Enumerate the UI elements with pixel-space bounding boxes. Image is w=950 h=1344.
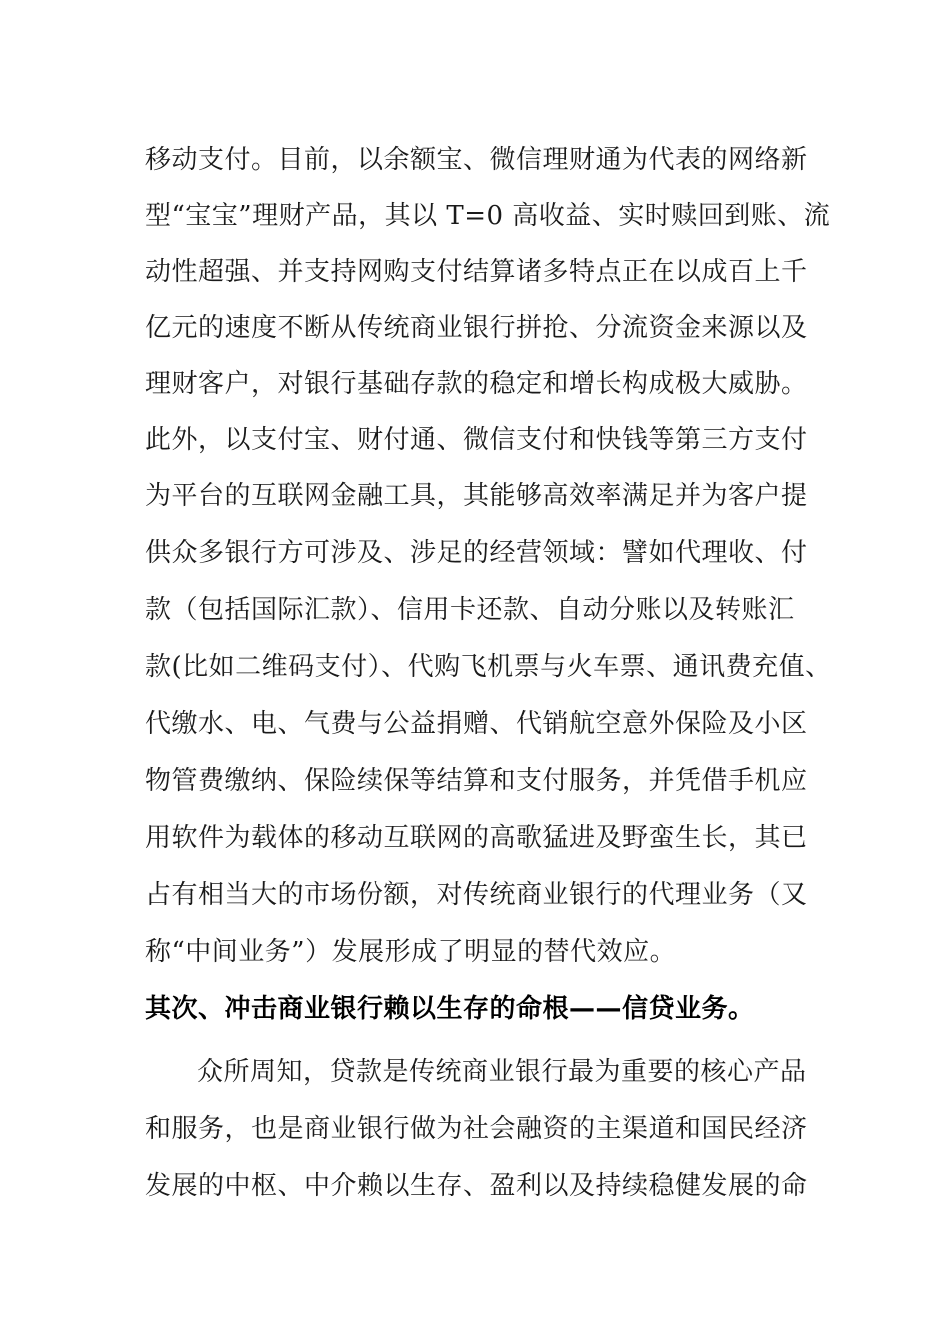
body-text-line: 移动支付。目前，以余额宝、微信理财通为代表的网络新 — [145, 145, 808, 175]
body-text-line: 为平台的互联网金融工具，其能够高效率满足并为客户提 — [145, 481, 808, 511]
body-text-line: 和服务，也是商业银行做为社会融资的主渠道和国民经济 — [145, 1114, 808, 1144]
body-text-line: 此外，以支付宝、财付通、微信支付和快钱等第三方支付 — [145, 425, 808, 455]
body-text-line: 发展的中枢、中介赖以生存、盈利以及持续稳健发展的命 — [145, 1171, 808, 1201]
body-text-line: 亿元的速度不断从传统商业银行拼抢、分流资金来源以及 — [145, 313, 808, 343]
body-text-line: 款（包括国际汇款）、信用卡还款、自动分账以及转账汇 — [145, 595, 795, 625]
body-text-line: 供众多银行方可涉及、涉足的经营领域：譬如代理收、付 — [145, 538, 808, 568]
body-text-line: 代缴水、电、气费与公益捐赠、代销航空意外保险及小区 — [145, 709, 808, 739]
body-text-line: 型“宝宝”理财产品，其以 T=0 高收益、实时赎回到账、流 — [145, 201, 831, 231]
body-text-line: 众所周知，贷款是传统商业银行最为重要的核心产品 — [197, 1057, 807, 1087]
body-text-line: 理财客户，对银行基础存款的稳定和增长构成极大威胁。 — [145, 369, 808, 399]
section-heading: 其次、冲击商业银行赖以生存的命根——信贷业务。 — [145, 994, 755, 1024]
body-text-line: 动性超强、并支持网购支付结算诸多特点正在以成百上千 — [145, 257, 808, 287]
body-text-line: 物管费缴纳、保险续保等结算和支付服务，并凭借手机应 — [145, 766, 808, 796]
body-text-line: 款(比如二维码支付）、代购飞机票与火车票、通讯费充值、 — [145, 652, 832, 682]
body-text-line: 称“中间业务”）发展形成了明显的替代效应。 — [145, 937, 677, 967]
body-text-line: 用软件为载体的移动互联网的高歌猛进及野蛮生长，其已 — [145, 823, 808, 853]
body-text-line: 占有相当大的市场份额，对传统商业银行的代理业务（又 — [145, 880, 808, 910]
